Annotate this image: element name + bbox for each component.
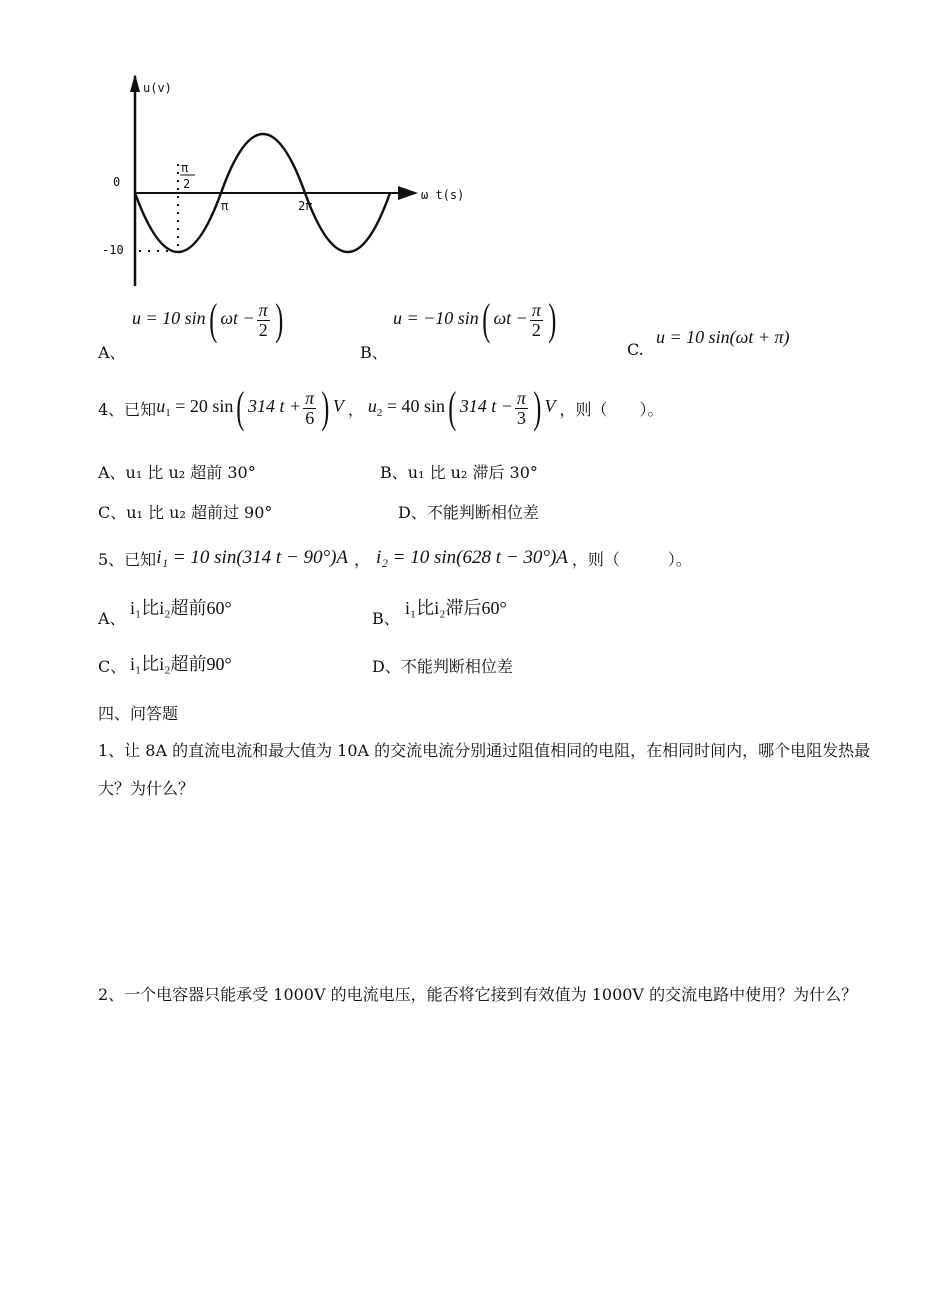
q4-suffix: ，则（ ）。 <box>559 399 664 419</box>
option-a-formula: u = 10 sin( ωt − $\frac{\pi}{2}$ ) <box>132 295 284 344</box>
option-a-den: 2 <box>258 319 268 340</box>
q4-u1-unit: V <box>332 396 344 417</box>
section-title: 四、问答题 <box>98 704 179 723</box>
option-b-label: B、 <box>360 343 388 362</box>
q4-u2-lhs: u <box>367 396 377 417</box>
q4-option-b: B、u₁ 比 u₂ 滞后 30° <box>380 463 538 482</box>
q4-u1-sub: 1 <box>165 407 171 420</box>
q4-u2-formula: $u_2 = 40$ sin( 314 t − $\frac{\pi}{3}$ ) V <box>367 383 556 432</box>
option-b-inner: ωt − <box>493 308 528 329</box>
option-a-lhs: u = 10 sin <box>132 308 206 329</box>
tick-pi-half-num: π <box>181 161 189 175</box>
tick-pi-label: π <box>221 199 229 213</box>
y-axis-label: u(v) <box>143 81 172 95</box>
q4-prefix: 4、已知 <box>98 399 157 419</box>
q5-i2-formula: i₂ = 10 sin(628 t − 30°)A <box>376 547 568 568</box>
tick-zero-label: 0 <box>113 175 121 189</box>
q4-option-a: A、u₁ 比 u₂ 超前 30° <box>98 463 256 482</box>
tick-2pi-label: 2π <box>298 199 313 213</box>
q4-sep: ， <box>347 399 364 419</box>
x-axis-arrow <box>398 186 418 200</box>
sine-wave-graph <box>95 68 475 293</box>
question-1: 1、让 8A 的直流电流和最大值为 10A 的交流电流分别通过阻值相同的电阻，在相同时间内，哪个电阻发热最大？为什么？ <box>98 741 871 798</box>
option-b-den: 2 <box>531 319 541 340</box>
q5-sep: ， <box>354 549 371 569</box>
question4-line <box>98 380 664 436</box>
q5-option-a-expr: i₁比i₂超前60° <box>130 598 232 618</box>
tick-minus10-label: -10 <box>102 243 124 257</box>
option-c-label: C. <box>627 340 644 359</box>
q5-option-d: D、不能判断相位差 <box>372 657 513 676</box>
question5-line <box>98 540 692 576</box>
q4-u2-sub: 2 <box>376 407 383 420</box>
option-c-formula: u = 10 sin(ωt + π) <box>656 327 790 347</box>
q4-u2-mid: = 40 sin <box>382 396 446 417</box>
q4-u1-formula: $u_1 = 20$ sin( 314 t + $\frac{\pi}{6}$ ) V <box>156 383 344 432</box>
q4-u2-inner: 314 t − <box>459 396 513 417</box>
q4-u1-inner: 314 t + <box>248 396 302 417</box>
q4-u2-unit: V <box>544 396 556 417</box>
y-axis-arrow <box>130 74 140 92</box>
option-a-num: π <box>258 299 268 320</box>
q5-option-c-label: C、 <box>98 657 127 676</box>
question-2: 2、一个电容器只能承受 1000V 的电流电压，能否将它接到有效值为 1000V 的交流电路中使用？为什么？ <box>98 985 858 1004</box>
q4-u1-num: π <box>305 387 315 408</box>
q5-suffix: ，则（ ）。 <box>571 549 692 569</box>
q4-option-c: C、u₁ 比 u₂ 超前过 90° <box>98 503 273 522</box>
q4-u2-den: 3 <box>516 407 526 428</box>
q4-u1-den: 6 <box>305 407 315 428</box>
q4-option-d: D、不能判断相位差 <box>398 503 539 522</box>
option-b-num: π <box>531 299 541 320</box>
q5-option-b-expr: i₁比i₂滞后60° <box>405 598 507 618</box>
x-axis-label: ω t(s) <box>421 188 465 202</box>
q5-prefix: 5、已知 <box>98 549 157 569</box>
option-a-inner: ωt − <box>220 308 255 329</box>
option-a-label: A、 <box>98 343 126 362</box>
q5-option-b-label: B、 <box>372 609 400 628</box>
option-b-formula: u = −10 sin( ωt − $\frac{\pi}{2}$ ) <box>393 295 557 344</box>
q4-u1-lhs: u <box>156 396 166 417</box>
tick-pi-half-den: 2 <box>183 177 191 191</box>
q4-u2-num: π <box>516 387 526 408</box>
q5-option-a-label: A、 <box>98 609 126 628</box>
q4-u1-mid: = 20 sin <box>170 396 234 417</box>
q5-option-c-expr: i₁比i₂超前90° <box>130 654 232 674</box>
q5-i1-formula: i₁ = 10 sin(314 t − 90°)A <box>156 547 349 568</box>
option-b-lhs: u = −10 sin <box>393 308 479 329</box>
